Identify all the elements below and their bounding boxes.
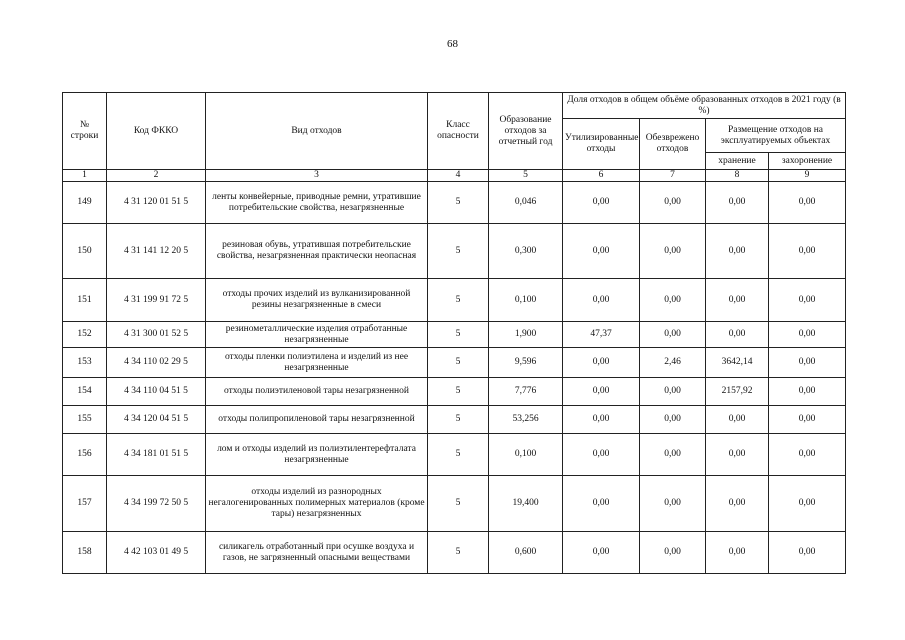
header-generation: Образование отходов за отчетный год	[489, 93, 563, 170]
generation-value: 0,600	[489, 532, 563, 574]
burial-value: 0,00	[769, 322, 846, 348]
neutralized-value: 0,00	[640, 224, 706, 279]
header-hazard-class: Класс опасности	[428, 93, 489, 170]
generation-value: 0,100	[489, 279, 563, 322]
hazard-class: 5	[428, 348, 489, 378]
storage-value: 0,00	[706, 406, 769, 434]
utilized-value: 0,00	[563, 406, 640, 434]
hazard-class: 5	[428, 279, 489, 322]
header-storage: хранение	[706, 153, 769, 170]
storage-value: 0,00	[706, 182, 769, 224]
waste-table	[62, 92, 846, 574]
row-number: 156	[63, 434, 107, 476]
row-number: 158	[63, 532, 107, 574]
column-index: 4	[428, 170, 489, 182]
row-number: 154	[63, 378, 107, 406]
waste-description: силикагель отработанный при осушке воздуха и газов, не загрязненный опасными веществами	[206, 532, 428, 574]
header-placement-group: Размещение отходов на эксплуатируемых объектах	[706, 119, 846, 153]
storage-value: 0,00	[706, 279, 769, 322]
table-row	[63, 224, 846, 279]
fkko-code: 4 34 181 01 51 5	[107, 434, 206, 476]
hazard-class: 5	[428, 322, 489, 348]
storage-value: 0,00	[706, 434, 769, 476]
column-index: 7	[640, 170, 706, 182]
waste-description: отходы изделий из разнородных негалогенированных полимерных материалов (кроме тары) незагрязненных	[206, 476, 428, 532]
storage-value: 0,00	[706, 224, 769, 279]
hazard-class: 5	[428, 378, 489, 406]
row-number: 153	[63, 348, 107, 378]
column-index: 2	[107, 170, 206, 182]
utilized-value: 0,00	[563, 476, 640, 532]
header-neutralized: Обезврежено отходов	[640, 119, 706, 170]
neutralized-value: 0,00	[640, 378, 706, 406]
neutralized-value: 0,00	[640, 434, 706, 476]
fkko-code: 4 42 103 01 49 5	[107, 532, 206, 574]
row-number: 152	[63, 322, 107, 348]
neutralized-value: 0,00	[640, 406, 706, 434]
neutralized-value: 0,00	[640, 476, 706, 532]
waste-description: резинометаллические изделия отработанные незагрязненные	[206, 322, 428, 348]
storage-value: 3642,14	[706, 348, 769, 378]
header-waste-type: Вид отходов	[206, 93, 428, 170]
header-row-no: № строки	[63, 93, 107, 170]
row-number: 150	[63, 224, 107, 279]
row-number: 151	[63, 279, 107, 322]
table-row	[63, 532, 846, 574]
generation-value: 19,400	[489, 476, 563, 532]
burial-value: 0,00	[769, 348, 846, 378]
storage-value: 2157,92	[706, 378, 769, 406]
storage-value: 0,00	[706, 476, 769, 532]
utilized-value: 0,00	[563, 532, 640, 574]
row-number: 155	[63, 406, 107, 434]
utilized-value: 0,00	[563, 434, 640, 476]
neutralized-value: 0,00	[640, 322, 706, 348]
fkko-code: 4 31 141 12 20 5	[107, 224, 206, 279]
hazard-class: 5	[428, 532, 489, 574]
utilized-value: 0,00	[563, 348, 640, 378]
table-row	[63, 406, 846, 434]
waste-description: резиновая обувь, утратившая потребительские свойства, незагрязненная практически неопасная	[206, 224, 428, 279]
burial-value: 0,00	[769, 406, 846, 434]
hazard-class: 5	[428, 182, 489, 224]
utilized-value: 0,00	[563, 279, 640, 322]
hazard-class: 5	[428, 476, 489, 532]
waste-description: отходы полиэтиленовой тары незагрязненной	[206, 378, 428, 406]
row-number: 149	[63, 182, 107, 224]
column-index: 3	[206, 170, 428, 182]
table-row	[63, 378, 846, 406]
waste-description: отходы прочих изделий из вулканизированной резины незагрязненные в смеси	[206, 279, 428, 322]
utilized-value: 0,00	[563, 182, 640, 224]
column-index: 5	[489, 170, 563, 182]
generation-value: 0,300	[489, 224, 563, 279]
fkko-code: 4 34 120 04 51 5	[107, 406, 206, 434]
table-row	[63, 476, 846, 532]
generation-value: 0,046	[489, 182, 563, 224]
generation-value: 0,100	[489, 434, 563, 476]
hazard-class: 5	[428, 406, 489, 434]
storage-value: 0,00	[706, 322, 769, 348]
neutralized-value: 0,00	[640, 182, 706, 224]
utilized-value: 0,00	[563, 224, 640, 279]
burial-value: 0,00	[769, 378, 846, 406]
burial-value: 0,00	[769, 224, 846, 279]
column-index: 1	[63, 170, 107, 182]
fkko-code: 4 31 120 01 51 5	[107, 182, 206, 224]
hazard-class: 5	[428, 224, 489, 279]
table-row	[63, 348, 846, 378]
burial-value: 0,00	[769, 532, 846, 574]
generation-value: 9,596	[489, 348, 563, 378]
table-row	[63, 434, 846, 476]
header-burial: захоронение	[769, 153, 846, 170]
fkko-code: 4 31 199 91 72 5	[107, 279, 206, 322]
header-utilized: Утилизированные отходы	[563, 119, 640, 170]
waste-description: отходы пленки полиэтилена и изделий из нее незагрязненные	[206, 348, 428, 378]
neutralized-value: 0,00	[640, 532, 706, 574]
header-share-group: Доля отходов в общем объёме образованных отходов в 2021 году (в %)	[563, 93, 846, 119]
page-number: 68	[447, 38, 458, 50]
fkko-code: 4 34 110 02 29 5	[107, 348, 206, 378]
fkko-code: 4 34 110 04 51 5	[107, 378, 206, 406]
column-index: 6	[563, 170, 640, 182]
utilized-value: 0,00	[563, 378, 640, 406]
neutralized-value: 0,00	[640, 279, 706, 322]
table-row	[63, 182, 846, 224]
burial-value: 0,00	[769, 279, 846, 322]
fkko-code: 4 34 199 72 50 5	[107, 476, 206, 532]
burial-value: 0,00	[769, 182, 846, 224]
table-row	[63, 322, 846, 348]
utilized-value: 47,37	[563, 322, 640, 348]
waste-description: ленты конвейерные, приводные ремни, утратившие потребительские свойства, незагрязненные	[206, 182, 428, 224]
fkko-code: 4 31 300 01 52 5	[107, 322, 206, 348]
burial-value: 0,00	[769, 434, 846, 476]
neutralized-value: 2,46	[640, 348, 706, 378]
column-index: 8	[706, 170, 769, 182]
waste-description: отходы полипропиленовой тары незагрязненной	[206, 406, 428, 434]
table-row	[63, 279, 846, 322]
hazard-class: 5	[428, 434, 489, 476]
generation-value: 53,256	[489, 406, 563, 434]
column-index: 9	[769, 170, 846, 182]
storage-value: 0,00	[706, 532, 769, 574]
generation-value: 7,776	[489, 378, 563, 406]
generation-value: 1,900	[489, 322, 563, 348]
waste-description: лом и отходы изделий из полиэтилентерефталата незагрязненные	[206, 434, 428, 476]
row-number: 157	[63, 476, 107, 532]
burial-value: 0,00	[769, 476, 846, 532]
header-code: Код ФККО	[107, 93, 206, 170]
